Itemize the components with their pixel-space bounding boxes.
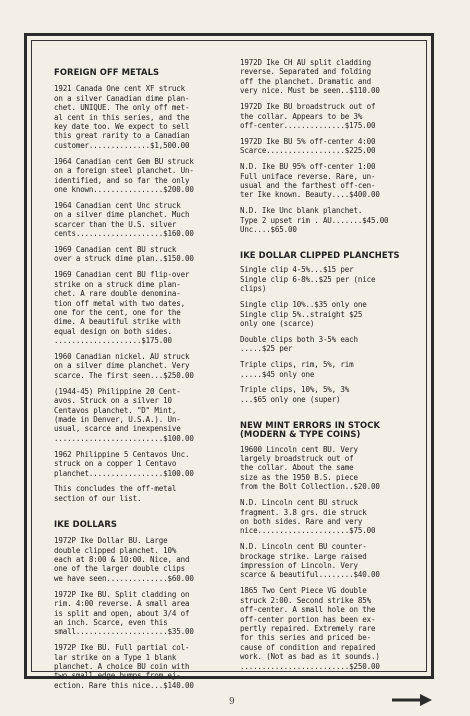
section-heading-ike-clipped-planchets: IKE DOLLAR CLIPPED PLANCHETS (240, 250, 400, 260)
listing-entry: 1921 Canada One cent XF struck on a silver Canadian dime plan- chet. UNIQUE. The only off met- al cent in this series, and the key date too. We expect to sell this great rarity to a Canadian customer..............$1,500.00 (54, 84, 190, 150)
section-closing-note: This concludes the off-metal section of our list. (54, 484, 177, 503)
listing-entry: 1962 Philippine 5 Centavos Unc. struck on a copper 1 Centavo planchet.................$100.00 (54, 449, 194, 478)
listing-entry: 1964 Canadian cent Gem BU struck on a foreign steel planchet. Un- identified, and so far the only one known................$200.00 (54, 156, 194, 194)
listing-entry: 19600 Lincoln cent BU. Very largely broadstruck out of the collar. About the same size as the 1950 B.S. piece from the Bolt Collection..$20.00 (240, 444, 380, 492)
section-heading-ike-dollars: IKE DOLLARS (54, 518, 118, 529)
section-heading-foreign-off-metals: FOREIGN OFF METALS (54, 67, 160, 77)
listing-entry: N.D. Lincoln cent BU struck fragment. 3.8 grs. die struck on both sides. Rare and very nice.....................$75.00 (240, 498, 376, 536)
listing-entry: Single clip 4-5%...$15 per Single clip 6-8%..$25 per (nice clips) (240, 265, 376, 294)
listing-entry: 1972P Ike BU. Split cladding on rim. 4:00 reverse. A small area is split and open, about 3/4 of an inch. Scarce, even this small.....................$35.00 (54, 589, 194, 637)
listing-entry: 1865 Two Cent Piece VG double struck 2:00. Second strike 85% off-center. A small hole on the off-center portion has been ex- pertly repaired. Extremely rare for this series and priced be- cause of condition and repaired work. (Not as bad as it sounds.) .........................$250.00 (240, 586, 380, 671)
listing-entry: 1972D Ike BU broadstruck out of the collar. Appears to be 3% off-center..............$175.00 (240, 102, 376, 130)
right-arrow-icon (392, 694, 432, 706)
listing-entry: Triple clips, 10%, 5%, 3% ...$65 only one (super) (240, 385, 350, 404)
listing-entry: (1944-45) Philippine 20 Cent- avos. Struck on a silver 10 Centavos planchet. "D" Mint, (made in Denver, U.S.A.). Un- usual, scarce and inexpensive .........................$100.00 (54, 386, 194, 443)
left-column (54, 68, 226, 697)
listing-entry: N.D. Lincoln cent BU counter- brockage strike. Large raised impression of Lincoln. Very scarce & beautiful........$40.00 (240, 542, 380, 580)
listing-entry: 1960 Canadian nickel. AU struck on a silver dime planchet. Very scarce. The first seen...$250.00 (54, 352, 194, 380)
listing-entry: 1972D Ike BU 5% off-center 4:00 Scarce..................$225.00 (240, 136, 376, 156)
listing-entry: N.D. Ike Unc blank planchet. Type 2 upset rim . AU.......$45.00 Unc....$65.00 (240, 206, 389, 235)
section-heading-new-mint-errors: NEW MINT ERRORS IN STOCK (MODERN & TYPE COINS) (240, 419, 381, 440)
right-column (240, 58, 416, 678)
listing-entry: N.D. Ike BU 95% off-center 1:00 Full uniface reverse. Rare, un- usual and the farthest off-cen- ter Ike known. Beauty....$400.00 (240, 162, 380, 200)
listing-entry: Double clips both 3-5% each .....$25 per (240, 334, 358, 354)
listing-entry: 1969 Canadian cent BU flip-over strike on a struck dime plan- chet. A rare double denomina- tion off metal with two dates, one for the cent, one for the dime. A beautiful strike with equal design on both sides. ....................$175.00 (54, 270, 190, 346)
listing-entry: 1969 Canadian cent BU struck over a struck dime plan..$150.00 (54, 245, 194, 264)
listing-entry: 1972P Ike BU. Full partial col- lar strike on a Type 1 blank planchet. A choice BU coin with two small edge bumps from ej- ection. Rare this nice...$140.00 (54, 643, 194, 690)
page-number: 9 (229, 697, 235, 707)
listing-entry: 1972D Ike CH AU split cladding reverse. Separated and folding off the planchet. Dramatic and very nice. Must be seen..$110.00 (240, 58, 380, 96)
listing-entry: 1964 Canadian cent Unc struck on a silver dime planchet. Much scarcer than the U.S. silver cents....................$160.00 (54, 200, 194, 239)
listing-entry: Triple clips, rim, 5%, rim .....$45 only one (240, 360, 354, 379)
listing-entry: Single clip 10%..$35 only one Single clip 5%..straight $25 only one (scarce) (240, 300, 367, 328)
listing-entry: 1972P Ike Dollar BU. Large double clipped planchet. 10% each at 8:00 & 10:00. Nice, and one of the larger double clips we have seen..............$60.00 (54, 536, 194, 583)
